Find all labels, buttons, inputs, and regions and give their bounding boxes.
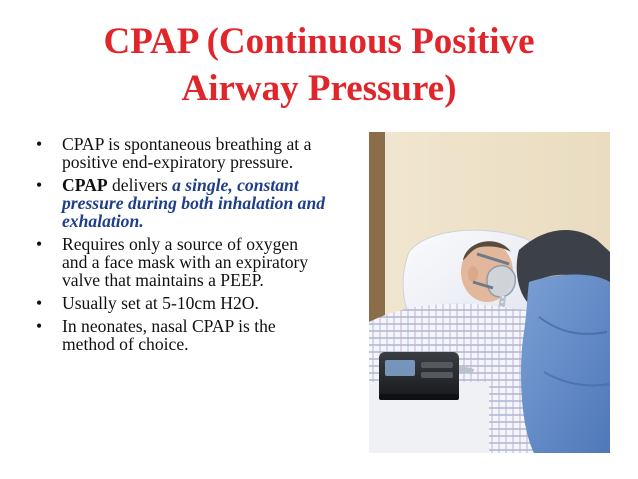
bullet-list	[36, 135, 326, 358]
bullet-emphasis: a single, constant pressure during both inhalation and exhalation.	[62, 175, 326, 231]
title-line-2: Airway Pressure)	[181, 68, 457, 109]
bullet-item	[36, 317, 326, 353]
bullet-item	[36, 176, 326, 230]
bullet-item	[36, 235, 326, 289]
bullet-bold-lead: CPAP	[62, 175, 108, 195]
bullet-marker: •	[36, 175, 43, 195]
bullet-item	[36, 294, 326, 312]
bullet-marker: •	[36, 316, 43, 336]
bullet-item	[36, 135, 326, 171]
bullet-text: CPAP is spontaneous breathing at a positive end-expiratory pressure.	[62, 134, 312, 172]
bullet-text: In neonates, nasal CPAP is the method of choice.	[62, 316, 276, 354]
bullet-marker: •	[36, 293, 43, 313]
cpap-patient-photo	[369, 132, 610, 453]
cpap-photo-illustration	[369, 132, 610, 453]
bullet-marker: •	[36, 134, 43, 154]
title-line-1: CPAP (Continuous Positive	[103, 21, 535, 62]
bullet-text: Requires only a source of oxygen and a face mask with an expiratory valve that maintains a PEEP.	[62, 234, 309, 290]
bullet-text: Usually set at 5-10cm H2O.	[62, 293, 259, 313]
bullet-text: delivers	[107, 175, 173, 195]
slide-title	[20, 18, 618, 112]
bullet-marker: •	[36, 234, 43, 254]
